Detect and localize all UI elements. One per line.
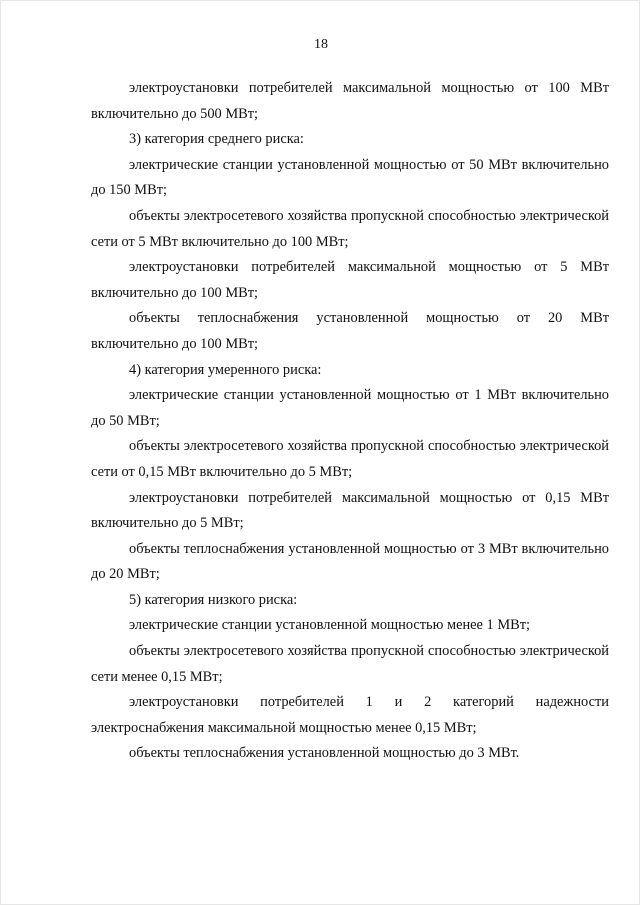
paragraph-consumer-installations-low: электроустановки потребителей 1 и 2 категорий надежности электроснабжения максимальной мощностью менее 0,15 МВт; xyxy=(91,694,609,736)
paragraph-consumer-installations-moderate: электроустановки потребителей максимальной мощностью от 0,15 МВт включительно до 5 МВт; xyxy=(91,489,609,532)
heading-moderate-risk: 4) категория умеренного риска: xyxy=(129,361,322,378)
page-number: 18 xyxy=(314,37,328,52)
heading-medium-risk: 3) категория среднего риска: xyxy=(129,131,304,148)
paragraph-heat-supply-medium: объекты теплоснабжения установленной мощностью от 20 МВт включительно до 100 МВт; xyxy=(91,310,609,352)
paragraph-power-stations-medium: электрические станции установленной мощностью от 50 МВт включительно до 150 МВт; xyxy=(91,156,609,199)
document-body xyxy=(91,76,609,767)
paragraph-grid-facilities-medium: объекты электросетевого хозяйства пропускной способностью электрической сети от 5 МВт включительно до 100 МВт; xyxy=(91,207,609,250)
paragraph-heat-supply-moderate: объекты теплоснабжения установленной мощностью от 3 МВт включительно до 20 МВт; xyxy=(91,540,609,583)
paragraph-consumer-installations-medium: электроустановки потребителей максимальной мощностью от 5 МВт включительно до 100 МВт; xyxy=(91,259,609,301)
heading-low-risk: 5) категория низкого риска: xyxy=(129,591,298,608)
paragraph-power-stations-moderate: электрические станции установленной мощностью от 1 МВт включительно до 50 МВт; xyxy=(91,387,609,429)
paragraph-consumer-installations-high: электроустановки потребителей максимальной мощностью от 100 МВт включительно до 500 МВт; xyxy=(91,80,609,122)
paragraph-grid-facilities-moderate: объекты электросетевого хозяйства пропускной способностью электрической сети от 0,15 МВт включительно до 5 МВт; xyxy=(91,438,609,480)
paragraph-heat-supply-low: объекты теплоснабжения установленной мощностью до 3 МВт. xyxy=(129,745,520,762)
paragraph-power-stations-low: электрические станции установленной мощностью менее 1 МВт; xyxy=(129,617,531,634)
paragraph-grid-facilities-low: объекты электросетевого хозяйства пропускной способностью электрической сети менее 0,15 МВт; xyxy=(91,643,609,685)
